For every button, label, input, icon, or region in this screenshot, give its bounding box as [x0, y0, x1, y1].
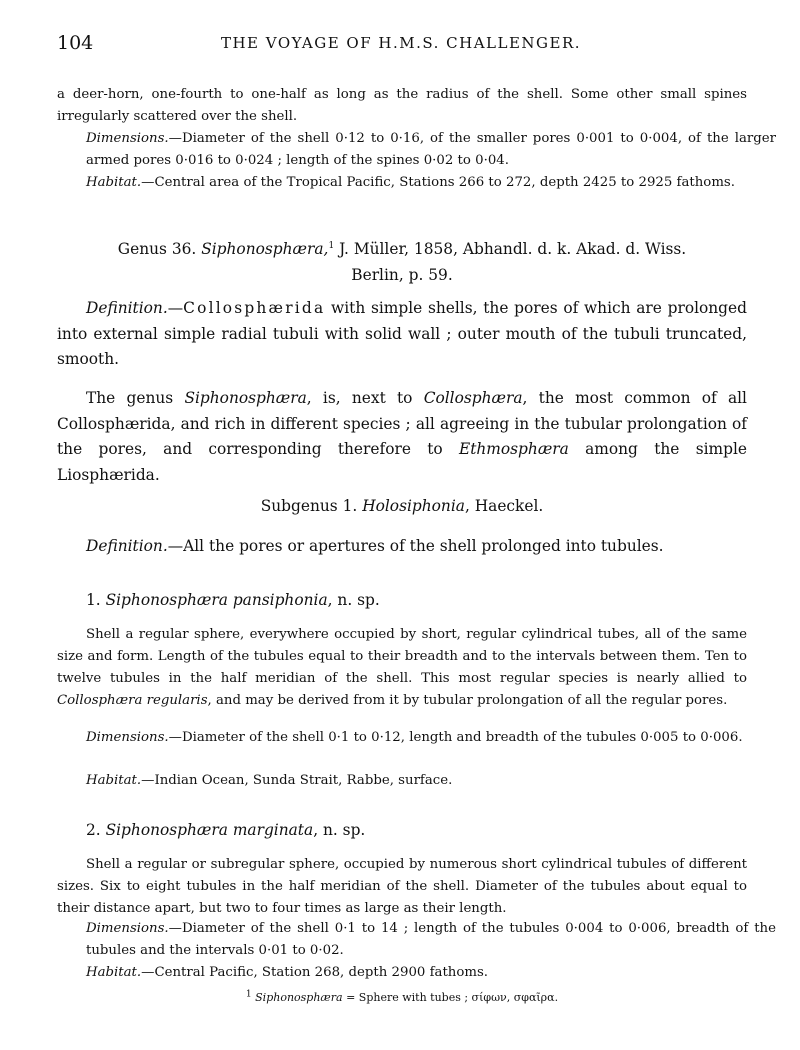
definition-dash: —	[167, 299, 184, 317]
subgenus-prefix: Subgenus 1.	[260, 497, 358, 515]
intro-genus: Collosphæra	[423, 389, 523, 407]
genus-authority: J. Müller, 1858, Abhandl. d. k. Akad. d. Wiss.	[339, 240, 687, 258]
species-description	[57, 624, 747, 712]
definition-text: with simple shells, the pores of which are prolonged into external simple radial tubuli with solid wall ; outer mouth of the tubuli truncated, smooth.	[57, 299, 747, 368]
species-dimensions	[57, 727, 776, 749]
definition-label: Definition.	[86, 537, 168, 555]
species-habitat	[57, 962, 776, 984]
species-description: Shell a regular or subregular sphere, occupied by numerous short cylindrical tubules of different sizes. Six to eight tubules in the half meridian of the shell. Diameter of the tubules about equal to their distance apart, but two to four times as large as their length.	[57, 857, 747, 916]
species-suffix: , n. sp.	[327, 591, 380, 609]
species-number: 1.	[86, 591, 101, 609]
subgenus-definition	[57, 534, 747, 560]
species-suffix: , n. sp.	[313, 821, 366, 839]
habitat-label: Habitat.	[86, 175, 142, 190]
carryover-habitat	[57, 172, 776, 194]
footnote-text: = Sphere with tubes ; σίφων, σφαῖρα.	[342, 991, 559, 1004]
footnote	[57, 990, 747, 1006]
dimensions-text: —Diameter of the shell 0·1 to 0·12, length and breadth of the tubules 0·005 to 0·006.	[168, 730, 743, 745]
definition-group: Collosphærida	[183, 299, 326, 317]
footnote-mark: 1	[245, 989, 252, 1000]
intro-text: , the most common of all Collosphærida, and rich in different species ; all agreeing in the tubular prolongation of the pores, and corresponding therefore to	[57, 389, 747, 458]
genus-definition	[57, 296, 747, 373]
page-header	[57, 32, 745, 58]
habitat-label: Habitat.	[86, 773, 142, 788]
subgenus-heading	[57, 494, 747, 520]
carryover-paragraph: a deer-horn, one-fourth to one-half as long as the radius of the shell. Some other small spines irregularly scattered over the shell.	[57, 87, 747, 124]
description-ref: Collosphæra regularis	[57, 693, 208, 708]
dimensions-label: Dimensions.	[86, 131, 169, 146]
footnote-ref: 1	[328, 240, 335, 251]
subgenus-name: Holosiphonia	[362, 497, 465, 515]
dimensions-text: —Diameter of the shell 0·1 to 14 ; length of the tubules 0·004 to 0·006, breadth of the tubules and the intervals 0·01 to 0·02.	[86, 921, 776, 958]
species-dimensions	[57, 918, 776, 962]
habitat-text: —Central area of the Tropical Pacific, Stations 266 to 272, depth 2425 to 2925 fathoms.	[141, 175, 735, 190]
genus-name: Siphonosphæra,	[201, 240, 329, 258]
dimensions-label: Dimensions.	[86, 730, 169, 745]
description-text: Shell a regular sphere, everywhere occupied by short, regular cylindrical tubes, all of the same size and form. Length of the tubules equal to their breadth and to the intervals between them. Ten to twelve tubules in the half meridian of the shell. This most regular species is nearly allied to	[57, 627, 747, 686]
dimensions-text: —Diameter of the shell 0·12 to 0·16, of the smaller pores 0·001 to 0·004, of the larger armed pores 0·016 to 0·024 ; length of the spines 0·02 to 0·04.	[86, 131, 776, 168]
definition-text: —All the pores or apertures of the shell prolonged into tubules.	[167, 537, 664, 555]
page-number: 104	[57, 32, 94, 54]
species-name: Siphonosphæra marginata	[105, 821, 314, 839]
intro-text: among the simple Liosphærida.	[57, 440, 747, 484]
intro-genus: Ethmosphæra	[458, 440, 569, 458]
habitat-text: —Central Pacific, Station 268, depth 2900 fathoms.	[141, 965, 489, 980]
dimensions-label: Dimensions.	[86, 921, 169, 936]
footnote-term: Siphonosphæra	[255, 991, 343, 1004]
subgenus-authority: , Haeckel.	[464, 497, 544, 515]
genus-heading	[57, 236, 747, 288]
intro-text: The genus	[86, 389, 185, 407]
habitat-label: Habitat.	[86, 965, 142, 980]
intro-genus: Siphonosphæra	[184, 389, 307, 407]
species-number: 2.	[86, 821, 101, 839]
species-habitat	[57, 770, 776, 792]
running-title: THE VOYAGE OF H.M.S. CHALLENGER.	[220, 34, 582, 52]
genus-authority-cont: Berlin, p. 59.	[351, 266, 453, 284]
carryover-dimensions	[57, 128, 776, 172]
species-heading	[57, 588, 747, 614]
intro-text: , is, next to	[306, 389, 424, 407]
species-heading	[57, 818, 747, 844]
genus-prefix: Genus 36.	[117, 240, 197, 258]
genus-intro	[57, 386, 747, 488]
definition-label: Definition.	[86, 299, 168, 317]
description-text: , and may be derived from it by tubular prolongation of all the regular pores.	[207, 693, 728, 708]
species-name: Siphonosphæra pansiphonia	[105, 591, 328, 609]
habitat-text: —Indian Ocean, Sunda Strait, Rabbe, surface.	[141, 773, 453, 788]
